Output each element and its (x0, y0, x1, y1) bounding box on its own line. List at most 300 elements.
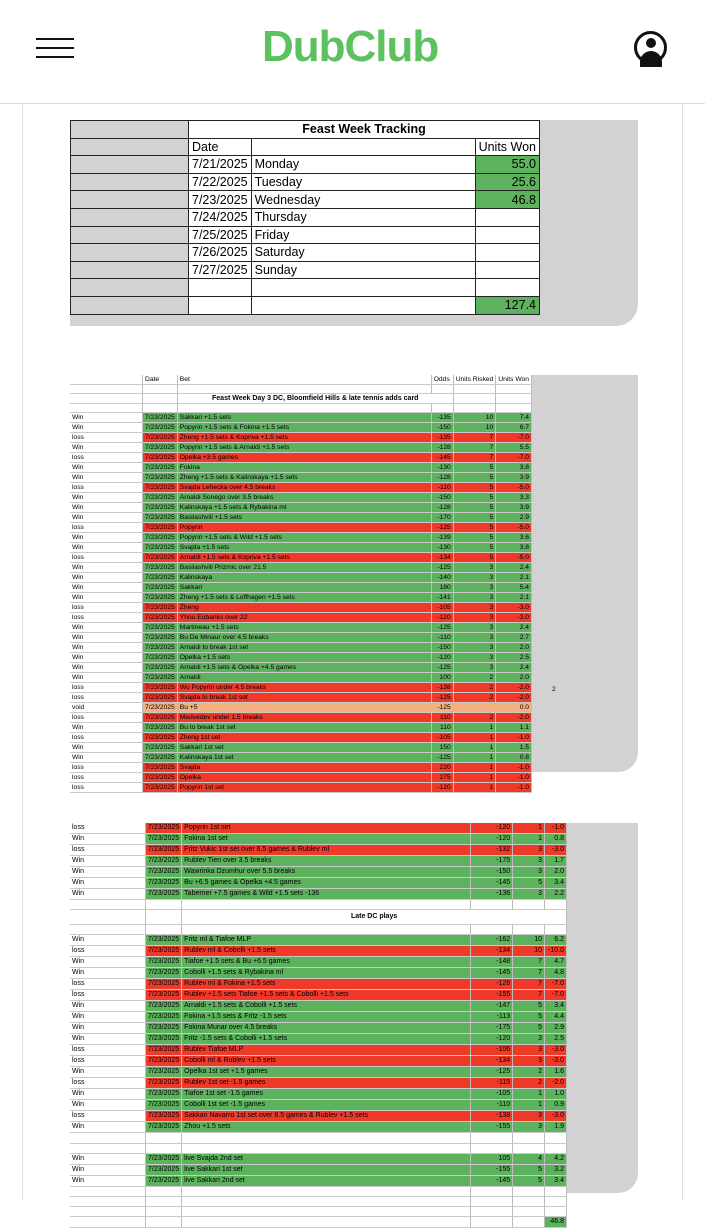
bet-row (70, 593, 532, 603)
bet-units-risked: 1 (513, 823, 545, 834)
bet-odds: -135 (431, 413, 453, 423)
bet-odds: -113 (471, 1012, 513, 1023)
col-date: Date (189, 138, 252, 156)
bet-units-won: 4.2 (544, 1153, 566, 1164)
bet-row (70, 979, 567, 990)
bet-units-won: -7.0 (544, 990, 566, 1001)
bet-description: Rublev +1.5 sets Tiafoe +1.5 sets & Cobolli +1.5 sets (182, 990, 471, 1001)
bet-odds: -120 (431, 653, 453, 663)
bet-date: 7/23/2025 (146, 823, 182, 834)
bet-row (70, 513, 532, 523)
bet-date: 7/23/2025 (143, 473, 178, 483)
bet-row (70, 493, 532, 503)
bet-odds: -120 (471, 823, 513, 834)
bet-units-won: 3.4 (544, 878, 566, 889)
bet-units-risked: 3 (513, 845, 545, 856)
bet-units-won: 3.8 (496, 463, 532, 473)
bet-units-won: 2.1 (496, 593, 532, 603)
bet-units-won: -10.0 (544, 946, 566, 957)
bet-row (70, 878, 567, 889)
feast-title: Feast Week Tracking (189, 121, 540, 139)
bet-date: 7/23/2025 (146, 1153, 182, 1164)
bet-description: Arnaldi Sonego over 3.5 breaks (177, 493, 431, 503)
bet-units-risked: 5 (453, 543, 496, 553)
bet-result: loss (70, 1111, 146, 1122)
bet-result: Win (70, 1001, 146, 1012)
bet-units-risked: 3 (513, 1045, 545, 1056)
feast-day: Thursday (251, 208, 475, 226)
bet-row (70, 673, 532, 683)
bet-result: Win (70, 513, 143, 523)
bet-date: 7/23/2025 (143, 423, 178, 433)
bet-description: Svajda to break 1st set (177, 693, 431, 703)
bet-odds: -128 (431, 503, 453, 513)
bet-date: 7/23/2025 (146, 935, 182, 946)
bet-units-risked: 5 (453, 483, 496, 493)
bet-odds: -106 (471, 1045, 513, 1056)
bet-date: 7/23/2025 (143, 433, 178, 443)
bet-units-risked: 3 (453, 573, 496, 583)
bet-result: loss (70, 433, 143, 443)
bet-result: Win (70, 1100, 146, 1111)
bet-date: 7/23/2025 (143, 503, 178, 513)
bet-date: 7/23/2025 (146, 1100, 182, 1111)
feast-date: 7/22/2025 (189, 173, 252, 191)
bet-units-won: -1.0 (496, 733, 532, 743)
feast-row (71, 208, 540, 226)
bet-description: Rublev Tien over 3.5 breaks (182, 856, 471, 867)
bet-units-won: -2.0 (496, 693, 532, 703)
bet-units-won: 2.4 (496, 623, 532, 633)
feast-total: 127.4 (475, 296, 539, 314)
bet-result: loss (70, 483, 143, 493)
bet-description: Cobolli ml & Rublev +1.5 sets (182, 1056, 471, 1067)
bet-result: Win (70, 1012, 146, 1023)
bet-units-won: -1.0 (496, 773, 532, 783)
bet-row (70, 1078, 567, 1089)
bet-row (70, 1056, 567, 1067)
bet-result: loss (70, 783, 143, 793)
bet-units-risked: 10 (513, 946, 545, 957)
bet-odds: -135 (431, 433, 453, 443)
bet-description: Arnaldi to break 1st set (177, 643, 431, 653)
bet-odds: -105 (431, 733, 453, 743)
bet-date: 7/23/2025 (143, 633, 178, 643)
bet-date: 7/23/2025 (143, 533, 178, 543)
bet-result: Win (70, 493, 143, 503)
bet-units-won: -2.0 (544, 1078, 566, 1089)
bet-units-risked: 3 (453, 663, 496, 673)
bet-odds: -128 (431, 473, 453, 483)
bet-odds: -138 (431, 683, 453, 693)
bet-description: Fokina (177, 463, 431, 473)
bet-odds: -125 (431, 563, 453, 573)
bet-units-risked: 1 (453, 733, 496, 743)
bet-description: Tiafoe +1.5 sets & Bu +6.5 games (182, 957, 471, 968)
bet-units-risked: 3 (513, 867, 545, 878)
bet-result: Win (70, 1023, 146, 1034)
bet-date: 7/23/2025 (143, 483, 178, 493)
bet-units-risked: 3 (513, 1056, 545, 1067)
page-divider (682, 104, 683, 1200)
bet-odds: -125 (431, 703, 453, 713)
bet-odds: 180 (431, 583, 453, 593)
bet-odds: 105 (471, 1153, 513, 1164)
bet-units-risked: 1 (513, 1100, 545, 1111)
bet-description: Wu Popyrin under 4.5 breaks (177, 683, 431, 693)
bet-row (70, 443, 532, 453)
bet-units-risked: 5 (513, 1164, 545, 1175)
bet-units-risked: 1 (453, 773, 496, 783)
bet-description: Kalinskaya 1st set (177, 753, 431, 763)
bet-description: Arnaldi (177, 673, 431, 683)
feast-day: Wednesday (251, 191, 475, 209)
feast-date: 7/23/2025 (189, 191, 252, 209)
bet-date: 7/23/2025 (143, 773, 178, 783)
bet-units-won: 4.8 (544, 968, 566, 979)
bet-description: Bu De Minaur over 4.5 breaks (177, 633, 431, 643)
bet-odds: -155 (471, 1122, 513, 1133)
bet-units-won: 5.4 (496, 583, 532, 593)
user-circle-icon[interactable] (634, 31, 667, 64)
bet-units-won: -3.0 (544, 1045, 566, 1056)
bet-description: Basilashvili Prizmic over 21.5 (177, 563, 431, 573)
bet-odds: -110 (431, 483, 453, 493)
bet-units-risked: 4 (513, 1153, 545, 1164)
bet-description: Rublev 1st set -1.5 games (182, 1078, 471, 1089)
bet-date: 7/23/2025 (143, 673, 178, 683)
bet-result: loss (70, 553, 143, 563)
bet-odds: -145 (431, 453, 453, 463)
feast-units: 46.8 (475, 191, 539, 209)
bet-units-risked: 3 (453, 623, 496, 633)
bet-result: loss (70, 979, 146, 990)
bet-units-risked: 5 (453, 553, 496, 563)
bet-odds: -134 (471, 946, 513, 957)
bet-result: Win (70, 856, 146, 867)
bet-description: Sakkari (177, 583, 431, 593)
bet-odds: 100 (431, 673, 453, 683)
bet-odds: -134 (471, 1056, 513, 1067)
bet-units-won: 2.1 (496, 573, 532, 583)
bet-date: 7/23/2025 (146, 1078, 182, 1089)
bet-result: loss (70, 453, 143, 463)
bet-date: 7/23/2025 (143, 723, 178, 733)
bet-result: Win (70, 1067, 146, 1078)
brand-logo[interactable]: DubClub (262, 22, 439, 71)
bet-units-won: 2.0 (496, 643, 532, 653)
bet-units-risked: 5 (453, 463, 496, 473)
bet-description: Zheng +1.5 sets & Kalinskaya +1.5 sets (177, 473, 431, 483)
bet-date: 7/23/2025 (146, 979, 182, 990)
bet-date: 7/23/2025 (146, 968, 182, 979)
bet-date: 7/23/2025 (146, 867, 182, 878)
bet-units-won: -1.0 (496, 783, 532, 793)
bet-result: Win (70, 593, 143, 603)
bet-date: 7/23/2025 (143, 683, 178, 693)
bet-units-risked: 2 (513, 1078, 545, 1089)
bet-date: 7/23/2025 (143, 463, 178, 473)
bet-row (70, 823, 567, 834)
bet-date: 7/23/2025 (143, 553, 178, 563)
bet-date: 7/23/2025 (146, 1034, 182, 1045)
bet-row (70, 733, 532, 743)
bet-date: 7/23/2025 (146, 1012, 182, 1023)
bet-row (70, 423, 532, 433)
bet-date: 7/23/2025 (143, 573, 178, 583)
bet-units-risked: 2 (453, 713, 496, 723)
bet-result: Win (70, 753, 143, 763)
bet-description: Fritz -1.5 sets & Cobolli +1.5 sets (182, 1034, 471, 1045)
bet-date: 7/23/2025 (143, 733, 178, 743)
feast-row (71, 191, 540, 209)
bet-odds: -120 (431, 613, 453, 623)
bet-result: Win (70, 663, 143, 673)
bet-description: Zheng +1.5 sets & Kopriva +1.5 sets (177, 433, 431, 443)
bet-description: Opelka +1.5 sets (177, 653, 431, 663)
feast-units (475, 244, 539, 262)
bet-row (70, 683, 532, 693)
bet-units-won: 3.9 (496, 503, 532, 513)
bet-units-risked: 7 (453, 433, 496, 443)
bet-units-won: 2.4 (496, 563, 532, 573)
bet-date: 7/23/2025 (146, 1067, 182, 1078)
bet-result: Win (70, 443, 143, 453)
bet-row (70, 533, 532, 543)
bet-odds: 275 (431, 773, 453, 783)
bet-units-won: 3.4 (544, 1175, 566, 1186)
bet-units-risked: 3 (453, 613, 496, 623)
feast-row (71, 244, 540, 262)
bet-odds: -125 (431, 623, 453, 633)
bet-odds: -120 (471, 1034, 513, 1045)
bet-units-risked: 3 (513, 1122, 545, 1133)
bet-odds: -136 (471, 889, 513, 900)
bet-description: Popyrin +1.5 sets & Arnaldi +1.5 sets (177, 443, 431, 453)
bet-units-risked: 7 (453, 443, 496, 453)
bet-units-won: -3.0 (496, 613, 532, 623)
bet-units-won: -2.0 (496, 713, 532, 723)
bet-result: Win (70, 957, 146, 968)
bet-units-risked: 1 (513, 834, 545, 845)
bet-description: Popyrin +1.5 sets & Wild +1.5 sets (177, 533, 431, 543)
bet-odds: -150 (471, 867, 513, 878)
bet-row (70, 653, 532, 663)
feast-units: 55.0 (475, 156, 539, 174)
col-risked-header: Units Risked (453, 375, 496, 385)
bets-sheet-day3 (70, 375, 638, 792)
bet-units-won: 2.9 (496, 513, 532, 523)
bet-description: Svajda Lehecka over 4.5 breaks (177, 483, 431, 493)
bet-units-risked (453, 703, 496, 713)
bet-result: loss (70, 763, 143, 773)
col-odds-header: Odds (431, 375, 453, 385)
bet-date: 7/23/2025 (146, 878, 182, 889)
bet-description: Zheng +1.5 sets & Loffhagen +1.5 sets (177, 593, 431, 603)
bet-units-won: -5.0 (496, 553, 532, 563)
bet-result: loss (70, 990, 146, 1001)
bet-date: 7/23/2025 (143, 413, 178, 423)
feast-day: Sunday (251, 261, 475, 279)
bet-result: Win (70, 968, 146, 979)
bet-description: Opelka (177, 773, 431, 783)
bet-result: loss (70, 823, 146, 834)
bet-units-risked: 5 (453, 493, 496, 503)
bet-row (70, 463, 532, 473)
bet-units-risked: 2 (453, 683, 496, 693)
bet-description: Fokina +1.5 sets & Fritz -1.5 sets (182, 1012, 471, 1023)
bet-odds: -148 (471, 957, 513, 968)
bet-description: Popyrin 1st set (177, 783, 431, 793)
bet-odds: -150 (431, 493, 453, 503)
sheet-title: Feast Week Day 3 DC, Bloomfield Hills & late tennis adds card (177, 394, 453, 404)
bet-units-won: 2.5 (544, 1034, 566, 1045)
bet-date: 7/23/2025 (146, 1122, 182, 1133)
bet-units-won: 2.2 (544, 889, 566, 900)
feast-date: 7/25/2025 (189, 226, 252, 244)
bet-odds: -130 (431, 463, 453, 473)
bet-result: Win (70, 623, 143, 633)
bet-odds: -175 (471, 856, 513, 867)
bet-date: 7/23/2025 (143, 693, 178, 703)
feast-row (71, 156, 540, 174)
bet-row (70, 543, 532, 553)
bet-odds: -145 (471, 1175, 513, 1186)
bet-result: Win (70, 1034, 146, 1045)
bet-odds: -155 (471, 990, 513, 1001)
bet-row (70, 603, 532, 613)
bet-row (70, 563, 532, 573)
bet-odds: -145 (471, 968, 513, 979)
col-won-header: Units Won (496, 375, 532, 385)
bet-description: Fokina Munar over 4.5 breaks (182, 1023, 471, 1034)
bet-units-won: 0.0 (496, 703, 532, 713)
bet-units-risked: 3 (453, 603, 496, 613)
bet-row (70, 1001, 567, 1012)
bet-units-risked: 3 (453, 593, 496, 603)
bet-odds: 220 (431, 763, 453, 773)
page-divider (22, 104, 23, 1200)
bet-date: 7/23/2025 (143, 663, 178, 673)
bet-date: 7/23/2025 (146, 1111, 182, 1122)
bet-units-won: 4.7 (544, 957, 566, 968)
bet-date: 7/23/2025 (143, 593, 178, 603)
feast-row (71, 261, 540, 279)
bet-result: Win (70, 935, 146, 946)
bet-date: 7/23/2025 (143, 713, 178, 723)
bet-result: Win (70, 723, 143, 733)
bet-result: Win (70, 533, 143, 543)
bet-date: 7/23/2025 (143, 643, 178, 653)
feast-date: 7/24/2025 (189, 208, 252, 226)
bet-row (70, 633, 532, 643)
bet-description: Tiafoe 1st set -1.5 games (182, 1089, 471, 1100)
bet-description: Fokina 1st set (182, 834, 471, 845)
bet-row (70, 1153, 567, 1164)
bet-units-won: 2.7 (496, 633, 532, 643)
bet-description: live Sakkari 1st set (182, 1164, 471, 1175)
bet-result: void (70, 703, 143, 713)
bet-date: 7/23/2025 (146, 889, 182, 900)
bet-date: 7/23/2025 (143, 743, 178, 753)
bet-description: Cobolli 1st set -1.5 games (182, 1100, 471, 1111)
bet-result: Win (70, 1089, 146, 1100)
bet-row (70, 663, 532, 673)
bet-result: Win (70, 1153, 146, 1164)
bet-row (70, 935, 567, 946)
bet-date: 7/23/2025 (143, 783, 178, 793)
app-header (0, 0, 705, 104)
bet-units-risked: 5 (513, 1012, 545, 1023)
bet-units-risked: 7 (513, 957, 545, 968)
bet-date: 7/23/2025 (143, 763, 178, 773)
bet-odds: -130 (431, 543, 453, 553)
bet-date: 7/23/2025 (143, 583, 178, 593)
bet-row (70, 856, 567, 867)
bet-row (70, 573, 532, 583)
bet-units-risked: 3 (453, 643, 496, 653)
feast-units (475, 208, 539, 226)
bet-description: Sakkari Navarro 1st set over 8.5 games & Rublev +1.5 sets (182, 1111, 471, 1122)
bet-row (70, 1067, 567, 1078)
bet-description: Zhou +1.5 sets (182, 1122, 471, 1133)
bet-units-won: 2.0 (544, 867, 566, 878)
bet-units-risked: 1 (453, 763, 496, 773)
bet-row (70, 867, 567, 878)
bet-row (70, 1045, 567, 1056)
bet-units-won: 3.9 (496, 473, 532, 483)
bet-odds: -132 (471, 845, 513, 856)
bet-description: Bu +6.5 games & Opelka +4.5 games (182, 878, 471, 889)
bet-row (70, 946, 567, 957)
bet-units-won: -3.0 (544, 1056, 566, 1067)
bet-row (70, 583, 532, 593)
bet-units-risked: 1 (453, 783, 496, 793)
bet-row (70, 703, 532, 713)
bet-odds: -150 (431, 423, 453, 433)
bet-date: 7/23/2025 (146, 1056, 182, 1067)
bet-units-risked: 3 (453, 653, 496, 663)
bet-description: Rublev ml & Fokina +1.5 sets (182, 979, 471, 990)
bet-result: Win (70, 889, 146, 900)
bet-units-risked: 7 (453, 453, 496, 463)
bet-row (70, 743, 532, 753)
bet-units-risked: 5 (513, 878, 545, 889)
bet-result: Win (70, 1164, 146, 1175)
bet-date: 7/23/2025 (146, 834, 182, 845)
bets-sheet-late-dc (70, 823, 638, 1226)
bet-description: Sakkari 1st set (177, 743, 431, 753)
bet-units-won: 1.0 (544, 1089, 566, 1100)
bet-units-won: 1.1 (496, 723, 532, 733)
bet-units-won: -3.0 (544, 1111, 566, 1122)
hamburger-menu-icon[interactable] (36, 36, 74, 60)
bet-description: Zheng 1st set (177, 733, 431, 743)
bet-units-won: -1.0 (496, 763, 532, 773)
bet-date: 7/23/2025 (143, 653, 178, 663)
bet-date: 7/23/2025 (146, 1045, 182, 1056)
feast-date: 7/27/2025 (189, 261, 252, 279)
bet-row (70, 968, 567, 979)
bet-description: Popyrin (177, 523, 431, 533)
bet-units-risked: 7 (513, 990, 545, 1001)
feast-day: Friday (251, 226, 475, 244)
feast-units (475, 226, 539, 244)
feast-day: Monday (251, 156, 475, 174)
bet-units-won: 0.8 (544, 834, 566, 845)
bet-units-risked: 2 (453, 673, 496, 683)
bet-result: loss (70, 845, 146, 856)
